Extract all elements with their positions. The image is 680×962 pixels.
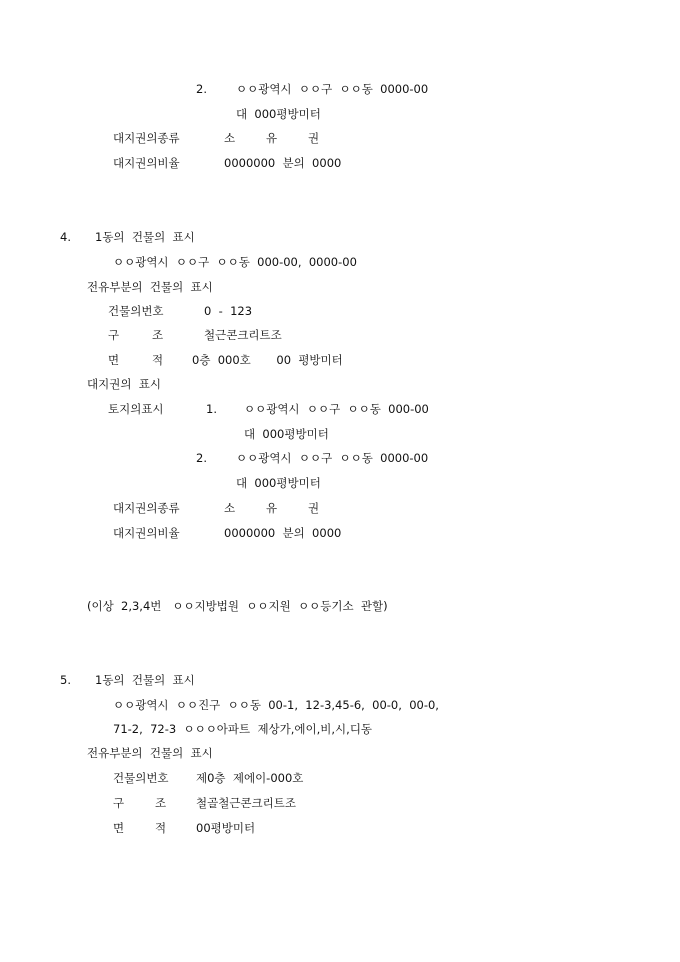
- lot-address: ㅇㅇ광역시 ㅇㅇ구 ㅇㅇ동 000-00: [244, 402, 429, 416]
- structure-value: 철근콘크리트조: [204, 328, 282, 342]
- area-label: 면: [113, 821, 125, 835]
- land-right-header: 대지권의 표시: [87, 377, 161, 391]
- lot-area: 대 000평방미터: [236, 107, 321, 121]
- area-value: 00평방미터: [196, 821, 256, 835]
- land-right-ratio-label: 대지권의비율: [113, 156, 180, 170]
- land-right-type-char: 소: [224, 131, 236, 145]
- section-number: 4.: [60, 230, 71, 244]
- land-right-ratio-label: 대지권의비율: [113, 526, 180, 540]
- structure-label: 구: [113, 796, 125, 810]
- building-number-value: 0 - 123: [204, 304, 253, 318]
- lot-number: 2.: [196, 82, 207, 96]
- lot-area: 대 000평방미터: [236, 476, 321, 490]
- land-right-type-label: 대지권의종류: [113, 501, 180, 515]
- land-right-ratio-value: 0000000 분의 0000: [224, 526, 342, 540]
- land-right-type-label: 대지권의종류: [113, 131, 180, 145]
- area-label: 면: [108, 353, 120, 367]
- land-right-type-char: 권: [308, 501, 320, 515]
- land-right-ratio-value: 0000000 분의 0000: [224, 156, 342, 170]
- section-number: 5.: [60, 673, 71, 687]
- area-label: 적: [152, 353, 164, 367]
- building-address: ㅇㅇ광역시 ㅇㅇ구 ㅇㅇ동 000-00, 0000-00: [113, 255, 357, 269]
- land-right-type-char: 소: [224, 501, 236, 515]
- structure-label: 구: [108, 328, 120, 342]
- area-label: 적: [155, 821, 167, 835]
- building-address-line-1: ㅇㅇ광역시 ㅇㅇ진구 ㅇㅇ동 00-1, 12-3,45-6, 00-0, 00-0,: [113, 698, 439, 712]
- building-address-line-2: 71-2, 72-3 ㅇㅇㅇ아파트 제상가,에이,비,시,디동: [113, 722, 373, 736]
- structure-label: 조: [152, 328, 164, 342]
- jurisdiction-note: (이상 2,3,4번 ㅇㅇ지방법원 ㅇㅇ지원 ㅇㅇ등기소 관할): [87, 599, 388, 613]
- lot-number: 2.: [196, 451, 207, 465]
- building-number-label: 건물의번호: [108, 304, 164, 318]
- lot-address: ㅇㅇ광역시 ㅇㅇ구 ㅇㅇ동 0000-00: [236, 451, 429, 465]
- lot-area: 대 000평방미터: [244, 427, 329, 441]
- unit-header: 전유부분의 건물의 표시: [87, 280, 213, 294]
- land-right-type-char: 유: [266, 501, 278, 515]
- area-value: 0층 000호 00 평방미터: [192, 353, 343, 367]
- land-right-type-char: 유: [266, 131, 278, 145]
- lot-address: ㅇㅇ광역시 ㅇㅇ구 ㅇㅇ동 0000-00: [236, 82, 429, 96]
- land-right-type-char: 권: [308, 131, 320, 145]
- building-number-value: 제0층 제에이-000호: [196, 771, 304, 785]
- lot-number: 1.: [206, 402, 217, 416]
- structure-label: 조: [155, 796, 167, 810]
- section-title: 1동의 건물의 표시: [95, 230, 195, 244]
- building-number-label: 건물의번호: [113, 771, 169, 785]
- land-display-label: 토지의표시: [108, 402, 164, 416]
- unit-header: 전유부분의 건물의 표시: [87, 746, 213, 760]
- structure-value: 철골철근콘크리트조: [196, 796, 296, 810]
- section-title: 1동의 건물의 표시: [95, 673, 195, 687]
